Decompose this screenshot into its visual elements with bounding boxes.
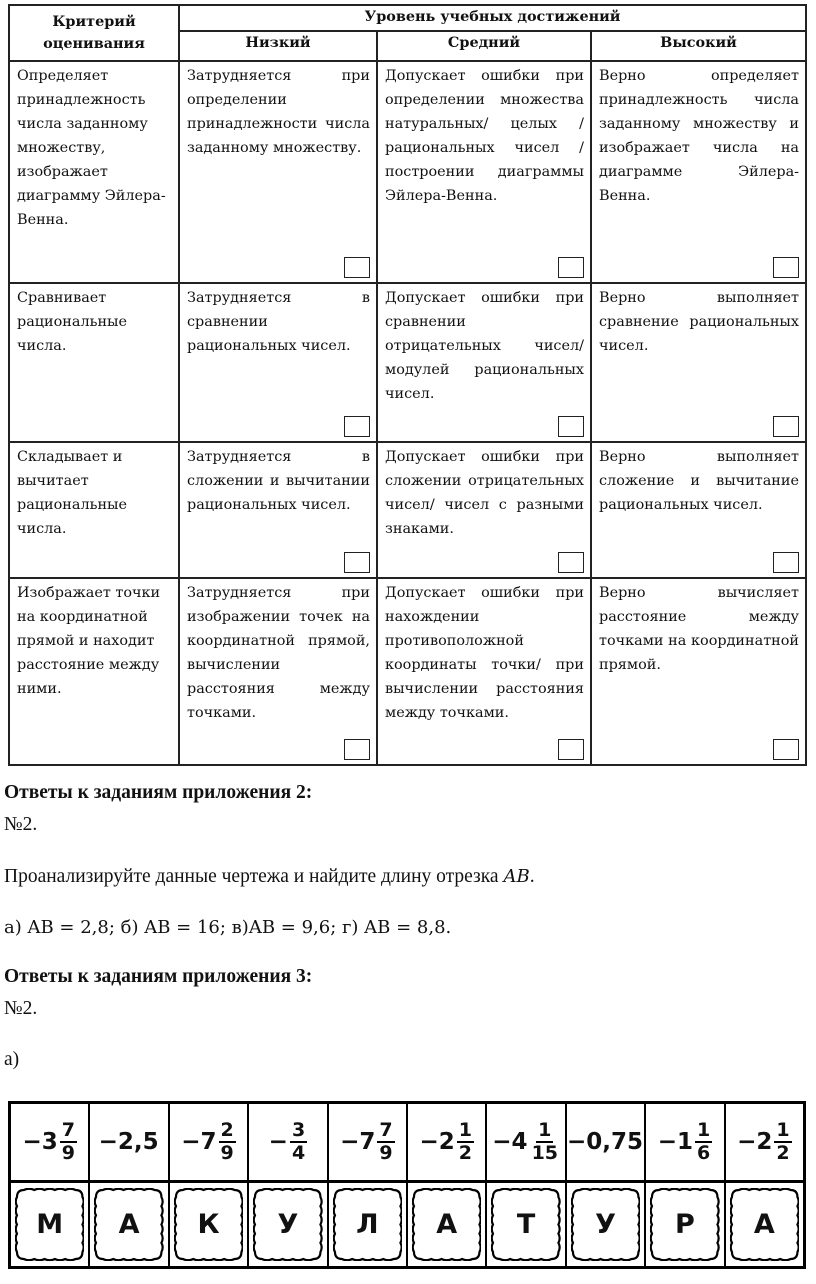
medium-text: Допускает ошибки при определении множества натуральных/ целых / рациональных чисел / построении диаграммы Эйлера-Венна. xyxy=(385,68,584,204)
number-sign: − xyxy=(737,1129,757,1155)
fraction-numerator: 1 xyxy=(696,1119,711,1141)
high-cell xyxy=(591,61,806,283)
letter-value: Л xyxy=(356,1209,379,1240)
criterion-cell xyxy=(9,578,179,765)
letter-cell xyxy=(327,1183,406,1266)
fraction-denominator: 9 xyxy=(379,1142,393,1164)
fraction xyxy=(290,1120,307,1164)
number-cell xyxy=(11,1104,88,1180)
low-cell xyxy=(179,442,377,578)
criterion-cell xyxy=(9,442,179,578)
letter-tile xyxy=(253,1188,322,1261)
letter-cell xyxy=(644,1183,723,1266)
appendix2-task-text xyxy=(4,866,535,888)
letter-cell xyxy=(88,1183,167,1266)
fraction xyxy=(530,1120,560,1164)
high-cell xyxy=(591,283,806,442)
number-value xyxy=(22,1120,77,1164)
checkbox[interactable] xyxy=(558,257,584,278)
checkbox[interactable] xyxy=(344,739,370,760)
high-text: Верно определяет принадлежность числа заданному множеству и изображает числа на диаграмме Эйлера-Венна. xyxy=(599,68,800,204)
appendix3-task-number: №2. xyxy=(4,998,38,1019)
fraction-denominator: 2 xyxy=(458,1142,472,1164)
fraction xyxy=(457,1120,474,1164)
checkbox[interactable] xyxy=(344,552,370,573)
letter-value: Т xyxy=(516,1209,536,1240)
low-text: Затрудняется в сложении и вычитании рациональных чисел. xyxy=(187,449,370,513)
letter-value: У xyxy=(277,1209,299,1240)
high-text: Верно вычисляет расстояние между точками на координатной прямой. xyxy=(599,585,800,673)
medium-text: Допускает ошибки при сложении отрицательных чисел/ чисел с разными знаками. xyxy=(385,449,584,537)
number-cell xyxy=(724,1104,803,1180)
number-cell xyxy=(168,1104,247,1180)
low-cell xyxy=(179,283,377,442)
appendix2-heading: Ответы к заданиям приложения 2: xyxy=(4,782,313,803)
checkbox[interactable] xyxy=(344,257,370,278)
number-sign: − xyxy=(22,1129,42,1155)
fraction-denominator: 6 xyxy=(696,1142,711,1164)
numbers-row xyxy=(11,1104,803,1183)
low-text: Затрудняется в сравнении рациональных чисел. xyxy=(187,290,370,354)
medium-text: Допускает ошибки при сравнении отрицательных чисел/ модулей рациональных чисел. xyxy=(385,290,584,402)
criterion-text: Складывает и вычитает рациональные числа. xyxy=(17,449,128,537)
number-whole: −2,5 xyxy=(98,1129,159,1155)
fraction-denominator: 4 xyxy=(291,1142,306,1164)
checkbox[interactable] xyxy=(558,739,584,760)
letter-tile xyxy=(333,1188,402,1261)
number-sign: − xyxy=(340,1129,360,1155)
fraction-denominator: 9 xyxy=(220,1142,234,1164)
number-sign: − xyxy=(181,1129,201,1155)
appendix3-part-label: а) xyxy=(4,1049,20,1070)
checkbox[interactable] xyxy=(344,416,370,437)
letter-value: М xyxy=(36,1209,64,1240)
fraction xyxy=(377,1120,394,1164)
letter-value: У xyxy=(595,1209,616,1240)
number-sign: − xyxy=(268,1129,288,1155)
letter-cell xyxy=(724,1183,803,1266)
low-text: Затрудняется при изображении точек на координатной прямой, вычислении расстояния между точками. xyxy=(187,585,370,721)
criterion-cell xyxy=(9,283,179,442)
high-cell xyxy=(591,442,806,578)
number-cell xyxy=(485,1104,564,1180)
header-high: Высокий xyxy=(591,31,806,61)
number-whole: 7 xyxy=(359,1129,376,1155)
number-cell xyxy=(565,1104,644,1180)
number-value xyxy=(567,1129,644,1155)
low-cell xyxy=(179,578,377,765)
fraction-numerator: 1 xyxy=(458,1119,472,1141)
high-cell xyxy=(591,578,806,765)
fraction xyxy=(774,1120,791,1164)
number-value xyxy=(340,1120,395,1164)
fraction-denominator: 9 xyxy=(61,1142,75,1164)
criterion-text: Определяет принадлежность числа заданному множеству, изображает диаграмму Эйлера-Венна. xyxy=(17,68,166,228)
task-text: Проанализируйте данные чертежа и найдите длину отрезка xyxy=(4,866,504,887)
letter-cell xyxy=(168,1183,247,1266)
letter-cell xyxy=(11,1183,88,1266)
header-medium: Средний xyxy=(377,31,591,61)
number-whole: 1 xyxy=(676,1129,693,1155)
checkbox[interactable] xyxy=(558,416,584,437)
letter-tile xyxy=(650,1188,719,1261)
fraction-numerator: 3 xyxy=(291,1119,306,1141)
fraction-numerator: 1 xyxy=(776,1119,790,1141)
letter-tile xyxy=(491,1188,560,1261)
low-cell xyxy=(179,61,377,283)
letters-row xyxy=(11,1183,803,1266)
criterion-text: Сравнивает рациональные числа. xyxy=(17,290,128,354)
fraction xyxy=(60,1120,77,1164)
fraction xyxy=(695,1120,712,1164)
number-cell xyxy=(247,1104,326,1180)
high-text: Верно выполняет сложение и вычитание рациональных чисел. xyxy=(599,449,800,513)
table-row xyxy=(9,578,806,765)
medium-text: Допускает ошибки при нахождении противоположной координаты точки/ при вычислении расстояния между точками. xyxy=(385,585,584,721)
fraction-numerator: 1 xyxy=(538,1119,552,1141)
fraction-numerator: 7 xyxy=(379,1119,393,1141)
checkbox[interactable] xyxy=(773,739,799,760)
appendix2-task-number: №2. xyxy=(4,814,38,835)
number-value xyxy=(737,1120,792,1164)
number-value xyxy=(492,1120,560,1164)
letter-tile xyxy=(94,1188,163,1261)
letter-cell xyxy=(247,1183,326,1266)
assessment-rubric-table xyxy=(8,4,807,766)
header-low: Низкий xyxy=(179,31,377,61)
number-cell xyxy=(327,1104,406,1180)
number-sign: − xyxy=(492,1129,512,1155)
table-row xyxy=(9,61,806,283)
fraction-numerator: 2 xyxy=(220,1119,234,1141)
number-whole: 3 xyxy=(41,1129,58,1155)
number-whole: −0,75 xyxy=(567,1129,644,1155)
criterion-cell xyxy=(9,61,179,283)
header-achievement-level: Уровень учебных достижений xyxy=(179,5,806,31)
checkbox[interactable] xyxy=(773,552,799,573)
number-sign: − xyxy=(419,1129,439,1155)
number-cell xyxy=(406,1104,485,1180)
letter-tile xyxy=(174,1188,243,1261)
number-value xyxy=(419,1120,474,1164)
number-whole: 2 xyxy=(756,1129,773,1155)
number-value xyxy=(658,1120,713,1164)
number-whole: 4 xyxy=(511,1129,528,1155)
table-row xyxy=(9,442,806,578)
letter-value: А xyxy=(753,1209,775,1240)
fraction-denominator: 15 xyxy=(531,1142,559,1164)
letter-value: Р xyxy=(675,1209,695,1240)
high-text: Верно выполняет сравнение рациональных чисел. xyxy=(599,290,800,354)
number-cell xyxy=(644,1104,723,1180)
letter-tile xyxy=(412,1188,481,1261)
checkbox[interactable] xyxy=(773,416,799,437)
number-sign: − xyxy=(657,1129,677,1155)
letter-value: К xyxy=(197,1209,220,1240)
letter-value: А xyxy=(436,1209,458,1240)
letter-tile xyxy=(15,1188,84,1261)
checkbox[interactable] xyxy=(773,257,799,278)
fraction-numerator: 7 xyxy=(61,1119,75,1141)
number-whole: 2 xyxy=(438,1129,455,1155)
letter-cell xyxy=(406,1183,485,1266)
letter-tile xyxy=(571,1188,640,1261)
task-variable: AB xyxy=(503,866,530,887)
medium-cell xyxy=(377,283,591,442)
letter-cell xyxy=(485,1183,564,1266)
number-value xyxy=(181,1120,236,1164)
number-letter-puzzle xyxy=(8,1101,806,1269)
number-cell xyxy=(88,1104,167,1180)
number-value xyxy=(99,1129,160,1155)
letter-tile xyxy=(730,1188,799,1261)
criterion-text: Изображает точки на координатной прямой и находит расстояние между ними. xyxy=(17,585,161,697)
appendix3-heading: Ответы к заданиям приложения 3: xyxy=(4,966,313,987)
medium-cell xyxy=(377,442,591,578)
letter-cell xyxy=(565,1183,644,1266)
table-row xyxy=(9,283,806,442)
number-whole: 7 xyxy=(200,1129,217,1155)
medium-cell xyxy=(377,578,591,765)
appendix2-answers: а) AB = 2,8; б) AB = 16; в)AB = 9,6; г) AB = 8,8. xyxy=(4,917,452,938)
fraction xyxy=(219,1120,236,1164)
fraction-denominator: 2 xyxy=(776,1142,790,1164)
letter-value: А xyxy=(118,1209,140,1240)
task-end: . xyxy=(529,866,535,887)
low-text: Затрудняется при определении принадлежности числа заданному множеству. xyxy=(187,68,370,156)
medium-cell xyxy=(377,61,591,283)
checkbox[interactable] xyxy=(558,552,584,573)
number-value xyxy=(269,1120,308,1164)
header-criterion: Критерий оценивания xyxy=(9,5,179,61)
